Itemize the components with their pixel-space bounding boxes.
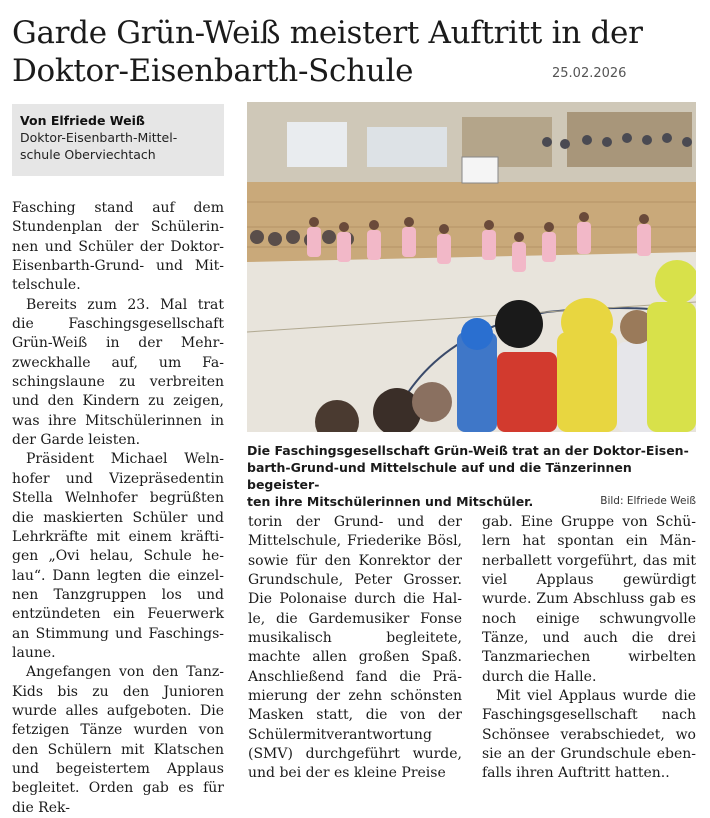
body-column-2 — [248, 513, 462, 784]
body-column-1 — [12, 199, 224, 818]
paragraph: Bereits zum 23. Mal trat die Faschingsgesellschaft Grün-Weiß in der Mehrzweckhalle auf, um Faschingslaune zu verbreiten und den Kindern zu zeigen, was ihre Mitschülerinnen in der Garde leisten. — [12, 296, 224, 449]
photo-caption: Die Faschingsgesellschaft Grün-Weiß trat an der Doktor-Eisen- barth-Grund-und Mittelschule auf und die Tänzerinnen begeister- ten ihre Mitschülerinnen und Mitschüler. Bild: Elfriede Weiß — [247, 443, 696, 509]
paragraph: gab. Eine Gruppe von Schülern hat spontan ein Männerballett vorgeführt, das mit viel Applaus gewürdigt wurde. Zum Abschluss gab es noch einige schwungvolle Tänze, und auch die drei Tanzmariechen wirbelten durch die Halle. — [482, 514, 696, 685]
author-box — [12, 104, 224, 176]
paragraph: Fasching stand auf dem Stundenplan der Schülerinnen und Schüler der Doktor-Eisenbarth-Grund- und Mittelschule. — [12, 200, 224, 294]
author-organization: Doktor-Eisenbarth-Mittel- schule Oberviechtach — [20, 130, 178, 162]
author-name: Von Elfriede Weiß — [20, 113, 145, 128]
paragraph: torin der Grund- und der Mittelschule, Friederike Bösl, sowie für den Konrektor der Grundschule, Peter Grosser. Die Polonaise durch die Halle, die Gardemusiker Fonse musikalisch begleitete, machte allen großen Spaß. Anschließend fand die Prämierung der zehn schönsten Masken statt, die von der Schülermitverantwortung (SMV) durchgeführt wurde, und bei der es kleine Preise — [248, 514, 462, 782]
paragraph: Angefangen von den Tanz-Kids bis zu den Junioren wurde alles aufgeboten. Die fetzigen Tänze wurden von den Schülern mit Klatschen und begeistertem Applaus begleitet. Orden gab es für die Rek- — [12, 664, 224, 816]
article-headline: Garde Grün-Weiß meistert Auftritt in der Doktor-Eisenbarth-Schule — [12, 15, 643, 89]
paragraph: Mit viel Applaus wurde die Faschingsgesellschaft nach Schönsee verabschiedet, wo sie an der Grundschule ebenfalls ihren Auftritt hatten.. — [482, 688, 696, 782]
gym-dance-scene-illustration — [247, 102, 696, 432]
article-photo — [247, 102, 696, 432]
article-date: 25.02.2026 — [552, 66, 627, 81]
body-column-3 — [482, 513, 696, 784]
photo-credit: Bild: Elfriede Weiß — [600, 495, 696, 507]
paragraph: Präsident Michael Welnhofer und Vizepräsedentin Stella Welnhofer begrüßten die maskierten Schüler und Lehrkräfte mit einem kräftigen „Ovi helau, Schule helau“. Dann legten die einzelnen Tanzgruppen los und entzündeten ein Feuerwerk an Stimmung und Faschingslaune. — [12, 451, 224, 661]
